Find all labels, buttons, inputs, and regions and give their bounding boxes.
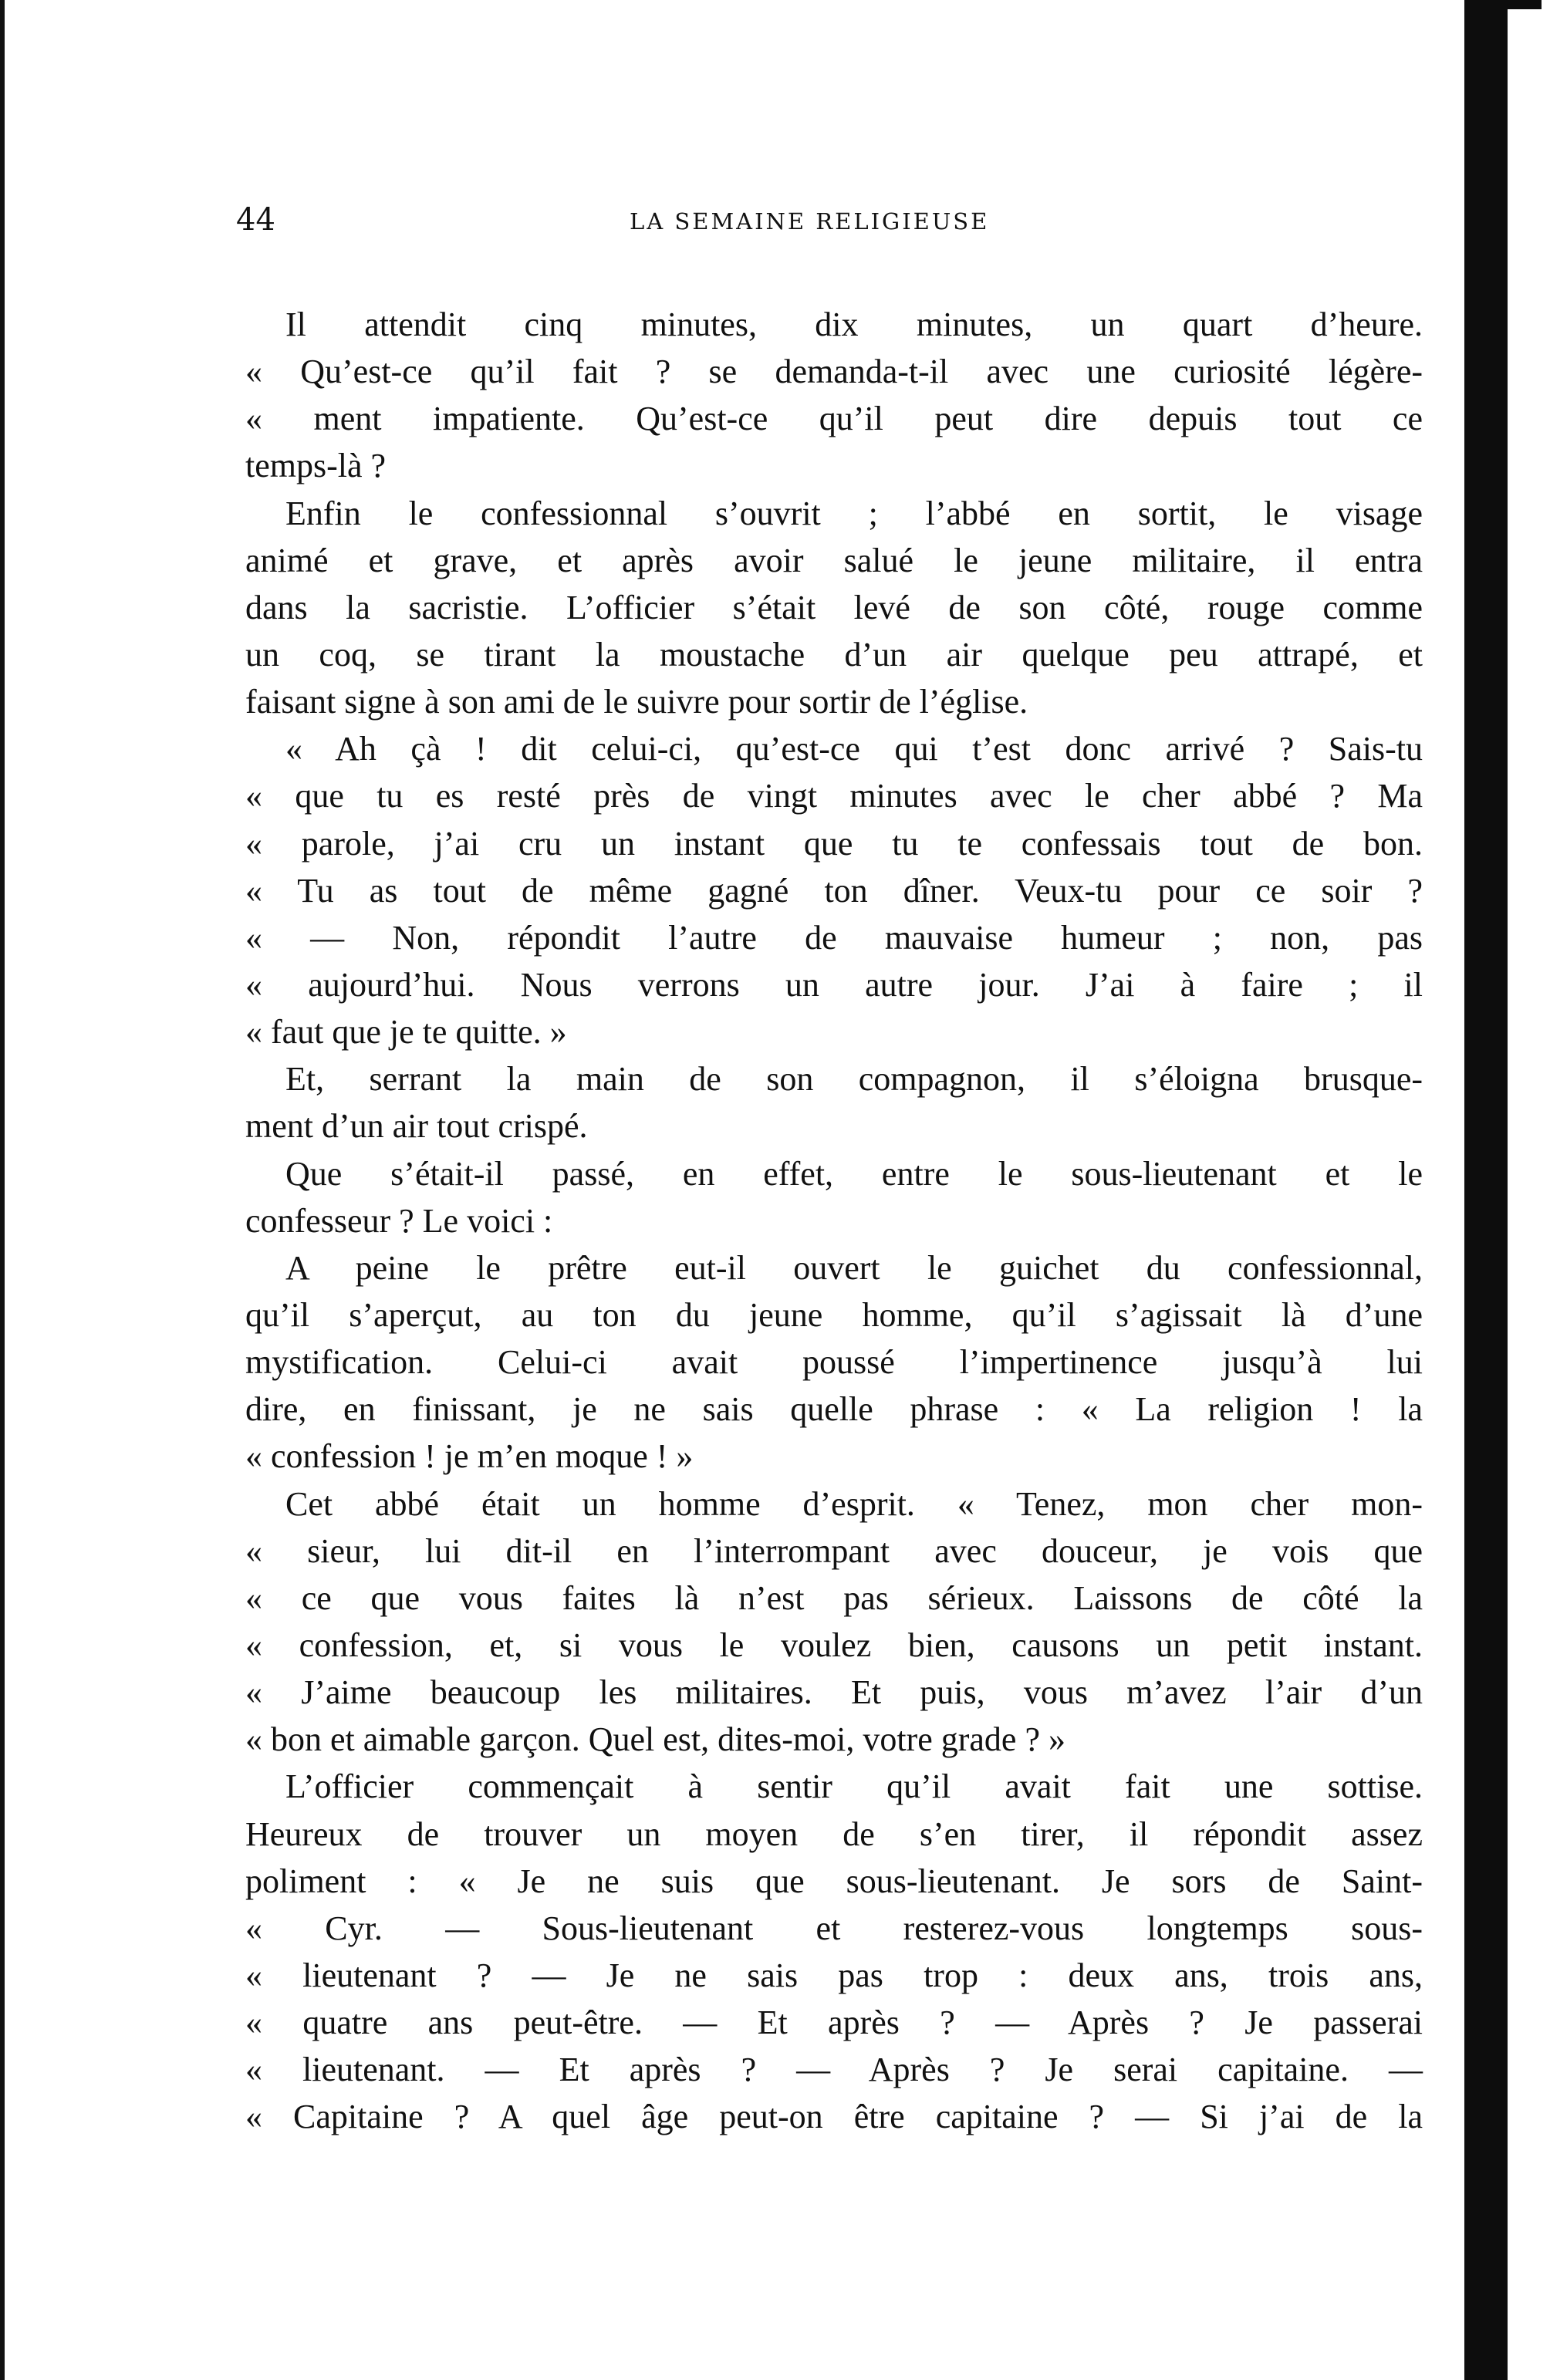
text-line: « sieur, lui dit-il en l’interrompant avec douceur, je vois que	[245, 1531, 1423, 1570]
text-line: confesseur ? Le voici :	[245, 1201, 553, 1240]
text-line: « bon et aimable garçon. Quel est, dites-moi, votre grade ? »	[245, 1720, 1065, 1759]
left-page-edge	[0, 0, 5, 2380]
text-line: « parole, j’ai cru un instant que tu te confessais tout de bon.	[245, 824, 1423, 863]
text-line: dans la sacristie. L’officier s’était levé de son côté, rouge comme	[245, 588, 1423, 626]
text-line: « aujourd’hui. Nous verrons un autre jour. J’ai à faire ; il	[245, 965, 1423, 1004]
text-line: poliment : « Je ne suis que sous-lieutenant. Je sors de Saint-	[245, 1862, 1423, 1900]
text-line: ment d’un air tout crispé.	[245, 1107, 588, 1146]
text-line: « — Non, répondit l’autre de mauvaise humeur ; non, pas	[245, 918, 1423, 957]
text-line: « Qu’est-ce qu’il fait ? se demanda-t-il avec une curiosité légère-	[245, 353, 1423, 391]
text-line: A peine le prêtre eut-il ouvert le guichet du confessionnal,	[285, 1248, 1423, 1287]
text-line: Enfin le confessionnal s’ouvrit ; l’abbé en sortit, le visage	[285, 494, 1423, 532]
page-header	[236, 202, 1409, 241]
text-line: « quatre ans peut-être. — Et après ? — Après ? Je passerai	[245, 2004, 1423, 2042]
text-line: mystification. Celui-ci avait poussé l’impertinence jusqu’à lui	[245, 1343, 1423, 1382]
text-line: animé et grave, et après avoir salué le jeune militaire, il entra	[245, 541, 1423, 579]
text-line: « que tu es resté près de vingt minutes avec le cher abbé ? Ma	[245, 777, 1423, 815]
text-line: « confession, et, si vous le voulez bien, causons un petit instant.	[245, 1625, 1423, 1664]
text-line: Et, serrant la main de son compagnon, il s’éloigna brusque-	[285, 1060, 1423, 1099]
text-line: faisant signe à son ami de le suivre pour sortir de l’église.	[245, 683, 1028, 721]
text-line: « ment impatiente. Qu’est-ce qu’il peut dire depuis tout ce	[245, 400, 1423, 438]
text-line: qu’il s’aperçut, au ton du jeune homme, qu’il s’agissait là d’une	[245, 1295, 1423, 1334]
text-line: Que s’était-il passé, en effet, entre le sous-lieutenant et le	[285, 1154, 1423, 1193]
text-line: « Tu as tout de même gagné ton dîner. Veux-tu pour ce soir ?	[245, 871, 1423, 910]
text-line: « confession ! je m’en moque ! »	[245, 1437, 694, 1476]
running-title: LA SEMAINE RELIGIEUSE	[630, 208, 990, 235]
text-line: Il attendit cinq minutes, dix minutes, un quart d’heure.	[285, 306, 1423, 343]
text-line: Heureux de trouver un moyen de s’en tirer, il répondit assez	[245, 1815, 1423, 1853]
text-line: dire, en finissant, je ne sais quelle phrase : « La religion ! la	[245, 1390, 1423, 1429]
text-line: « Cyr. — Sous-lieutenant et resterez-vous longtemps sous-	[245, 1909, 1423, 1947]
body-text	[245, 301, 1423, 2140]
right-page-edge-top	[1464, 0, 1542, 9]
text-line: « Ah çà ! dit celui-ci, qu’est-ce qui t’est donc arrivé ? Sais-tu	[285, 730, 1423, 768]
text-line: « ce que vous faites là n’est pas sérieux. Laissons de côté la	[245, 1578, 1423, 1617]
right-page-edge	[1464, 0, 1508, 2380]
text-line: « faut que je te quitte. »	[245, 1013, 567, 1052]
text-line: un coq, se tirant la moustache d’un air quelque peu attrapé, et	[245, 635, 1423, 673]
text-line: « lieutenant. — Et après ? — Après ? Je serai capitaine. —	[245, 2051, 1423, 2089]
text-line: « lieutenant ? — Je ne sais pas trop : deux ans, trois ans,	[245, 1956, 1423, 1994]
text-line: « Capitaine ? A quel âge peut-on être capitaine ? — Si j’ai de la	[245, 2098, 1423, 2136]
page-number: 44	[236, 202, 275, 238]
text-line: L’officier commençait à sentir qu’il avait fait une sottise.	[285, 1767, 1423, 1806]
text-line: temps-là ?	[245, 447, 387, 485]
text-line: Cet abbé était un homme d’esprit. « Tenez, mon cher mon-	[285, 1484, 1423, 1523]
text-line: « J’aime beaucoup les militaires. Et puis, vous m’avez l’air d’un	[245, 1673, 1423, 1712]
